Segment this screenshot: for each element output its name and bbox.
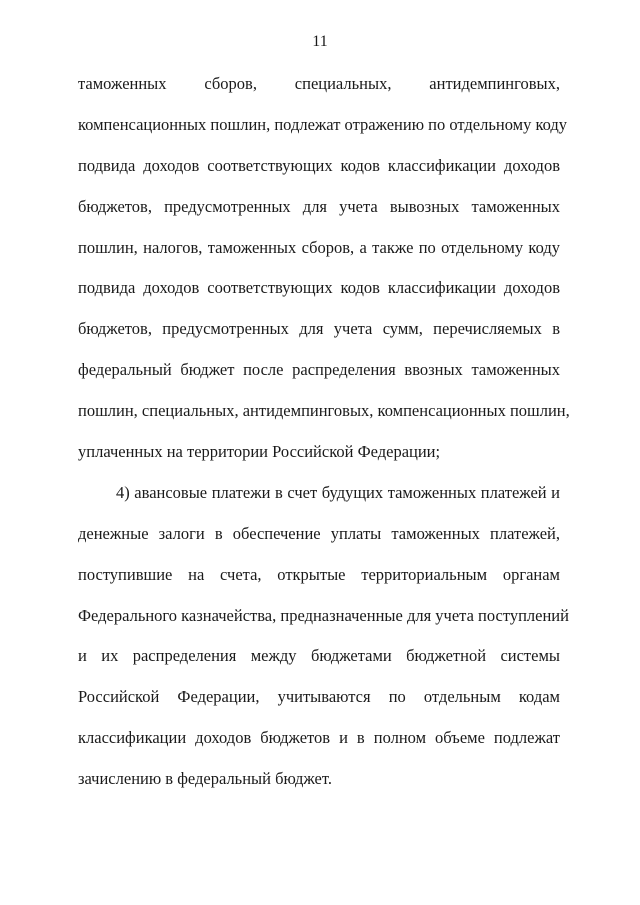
- text-line: классификации доходов бюджетов и в полном объеме подлежат: [78, 728, 560, 748]
- text-line: бюджетов, предусмотренных для учета сумм, перечисляемых в: [78, 319, 560, 339]
- text-line: и их распределения между бюджетами бюджетной системы: [78, 646, 560, 666]
- text-line-first: 4) авансовые платежи в счет будущих таможенных платежей и: [116, 482, 560, 502]
- text-line: поступившие на счета, открытые территориальным органам: [78, 564, 560, 584]
- page-number: 11: [312, 33, 328, 50]
- text-line: бюджетов, предусмотренных для учета вывозных таможенных: [78, 196, 560, 216]
- text-line: подвида доходов соответствующих кодов классификации доходов: [78, 278, 560, 298]
- text-line: компенсационных пошлин, подлежат отражению по отдельному коду: [78, 114, 568, 134]
- paragraph-continuation: [78, 64, 570, 473]
- text-line-last: зачислению в федеральный бюджет.: [78, 769, 332, 789]
- text-line: денежные залоги в обеспечение уплаты таможенных платежей,: [78, 523, 560, 543]
- text-line: таможенных сборов, специальных, антидемпинговых,: [78, 74, 560, 93]
- text-line: Федерального казначейства, предназначенные для учета поступлений: [78, 605, 569, 625]
- text-line: Российской Федерации, учитываются по отдельным кодам: [78, 687, 560, 707]
- text-line: федеральный бюджет после распределения ввозных таможенных: [78, 360, 560, 380]
- document-body: [78, 64, 570, 800]
- text-line-last: уплаченных на территории Российской Федерации;: [78, 442, 441, 462]
- text-line: пошлин, налогов, таможенных сборов, а также по отдельному коду: [78, 237, 560, 257]
- paragraph-item-4: [78, 473, 569, 800]
- text-line: пошлин, специальных, антидемпинговых, компенсационных пошлин,: [78, 401, 570, 421]
- text-line: подвида доходов соответствующих кодов классификации доходов: [78, 155, 560, 175]
